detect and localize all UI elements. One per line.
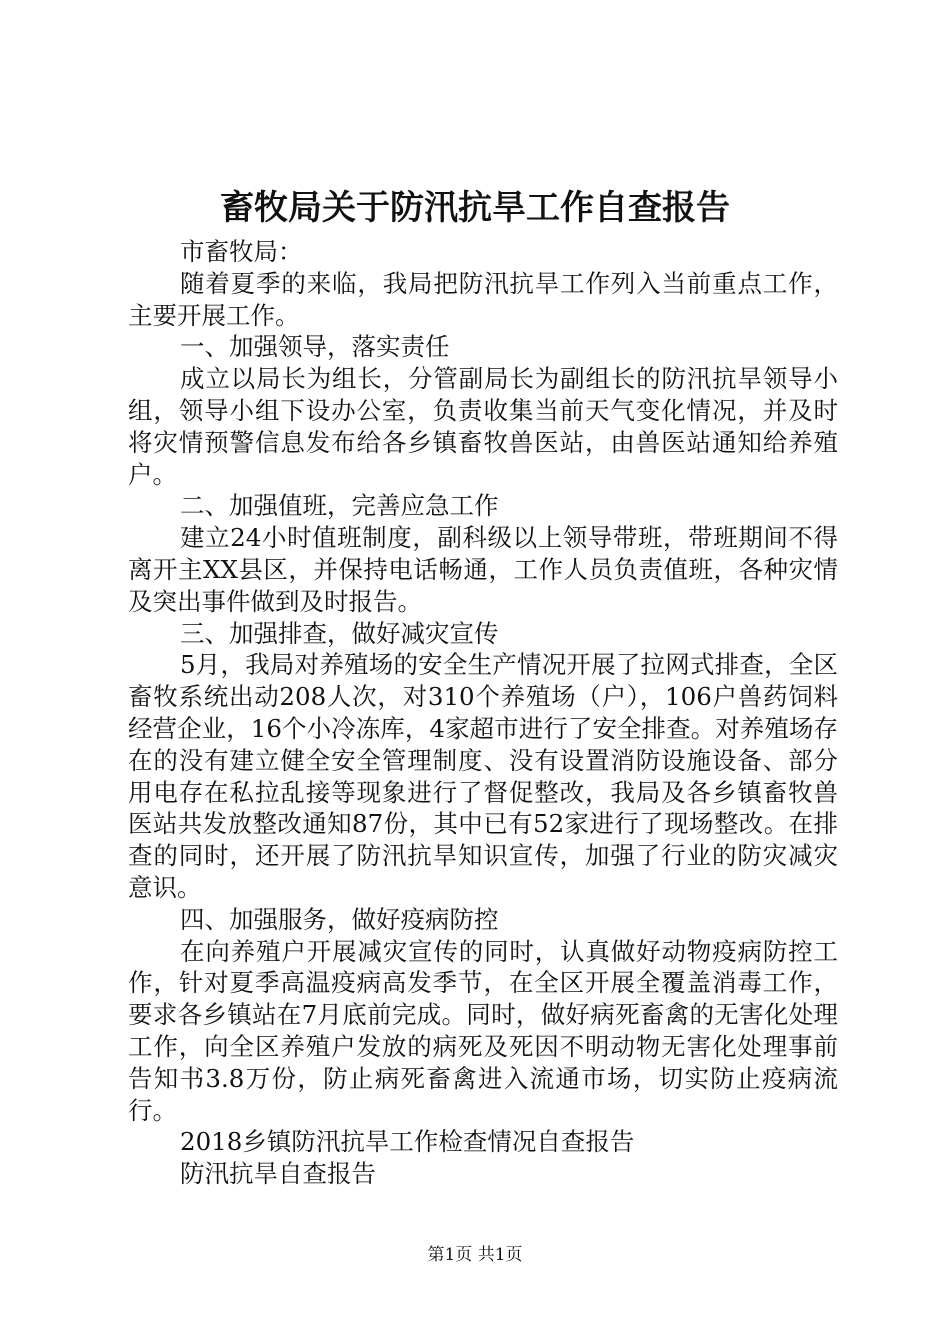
section-paragraph-1: 成立以局长为组长，分管副局长为副组长的防汛抗旱领导小组，领导小组下设办公室，负责收集当前天气变化情况，并及时将灾情预警信息发布给各乡镇畜牧兽医站，由兽医站通知给养殖户。 (128, 364, 838, 489)
section-heading-3: 三、加强排查，做好减灾宣传 (180, 618, 499, 648)
section-paragraph-2: 建立24小时值班制度，副科级以上领导带班，带班期间不得离开主XX县区，并保持电话畅通，工作人员负责值班，各种灾情及突出事件做到及时报告。 (128, 523, 838, 616)
page-footer: 第1页 共1页 (427, 1245, 523, 1265)
document-title: 畜牧局关于防汛抗旱工作自查报告 (220, 188, 730, 228)
related-title-2: 防汛抗旱自查报告 (180, 1159, 376, 1189)
related-title-1: 2018乡镇防汛抗旱工作检查情况自查报告 (180, 1127, 635, 1157)
section-heading-1: 一、加强领导，落实责任 (180, 332, 450, 362)
section-heading-4: 四、加强服务，做好疫病防控 (180, 904, 499, 934)
section-heading-2: 二、加强值班，完善应急工作 (180, 491, 499, 521)
section-paragraph-3: 5月，我局对养殖场的安全生产情况开展了拉网式排查，全区畜牧系统出动208人次，对310个养殖场（户），106户兽药饲料经营企业，16个小冷冻库，4家超市进行了安全排查。对养殖场存在的没有建立健全安全管理制度、没有设置消防设施设备、部分用电存在私拉乱接等现象进行了督促整改，我局及各乡镇畜牧兽医站共发放整改通知87份，其中已有52家进行了现场整改。在排查的同时，还开展了防汛抗旱知识宣传，加强了行业的防灾减灾意识。 (128, 650, 838, 902)
document-body (128, 236, 838, 1190)
intro-paragraph: 随着夏季的来临，我局把防汛抗旱工作列入当前重点工作，主要开展工作。 (128, 268, 838, 330)
salutation: 市畜牧局： (180, 237, 303, 266)
section-paragraph-4: 在向养殖户开展减灾宣传的同时，认真做好动物疫病防控工作，针对夏季高温疫病高发季节，在全区开展全覆盖消毒工作，要求各乡镇站在7月底前完成。同时，做好病死畜禽的无害化处理工作，向全区养殖户发放的病死及死因不明动物无害化处理事前告知书3.8万份，防止病死畜禽进入流通市场，切实防止疫病流行。 (128, 936, 838, 1125)
